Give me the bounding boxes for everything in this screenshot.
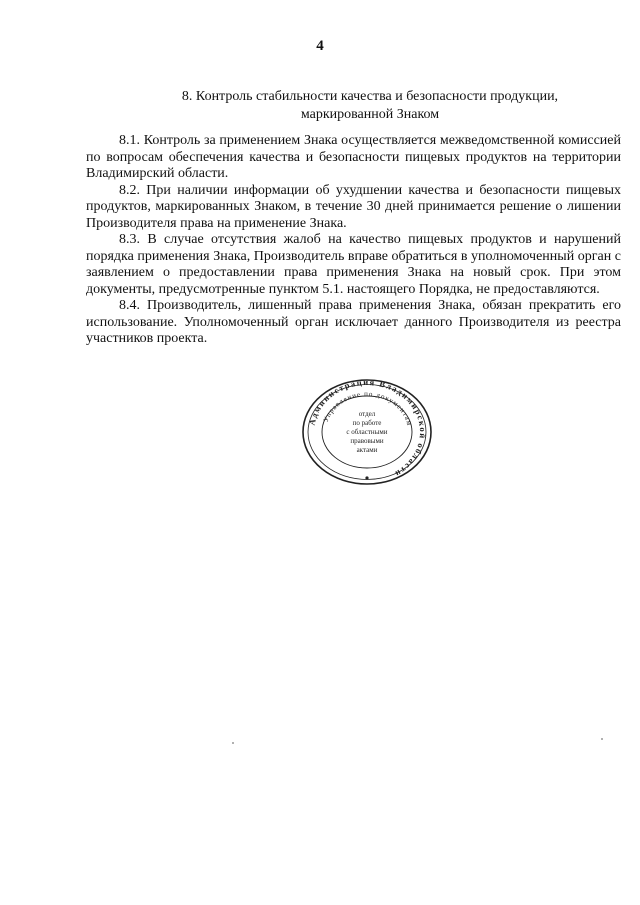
stamp-dot-icon (365, 476, 368, 479)
stamp-center-line-5: актами (356, 446, 378, 454)
stamp-graphic (300, 378, 434, 486)
stamp-outer-text: Администрация Владимирской области (306, 378, 429, 480)
section-title-line-2: маркированной Знаком (300, 107, 440, 122)
stamp-center-line-3: с областными (346, 428, 388, 436)
body-text (86, 133, 621, 348)
stamp-center-line-4: правовыми (350, 437, 384, 445)
scan-speck (232, 742, 234, 744)
stamp-center-line-1: отдел (358, 410, 376, 418)
official-stamp (300, 378, 434, 486)
section-title (150, 88, 590, 124)
stamp-center-line-2: по работе (352, 419, 382, 427)
scan-speck (601, 738, 603, 740)
paragraph-8-3: 8.3. В случае отсутствия жалоб на качество пищевых продуктов и нарушений порядка применения Знака, Производитель вправе обратиться в уполномоченный орган с заявлением о предоставлении права применения Знака на новый срок. При этом документы, предусмотренные пунктом 5.1. настоящего Порядка, не предоставляются. (86, 232, 621, 297)
paragraph-8-4: 8.4. Производитель, лишенный права применения Знака, обязан прекратить его использование. Уполномоченный орган исключает данного Производителя из реестра участников проекта. (86, 298, 621, 346)
paragraph-8-1: 8.1. Контроль за применением Знака осуществляется межведомственной комиссией по вопросам обеспечения качества и безопасности пищевых продуктов на территории Владимирский области. (86, 133, 621, 181)
page-number: 4 (316, 38, 324, 54)
paragraph-8-2: 8.2. При наличии информации об ухудшении качества и безопасности пищевых продуктов, маркированных Знаком, в течение 30 дней принимается решение о лишении Производителя права на применение Знака. (86, 182, 621, 231)
section-title-line-1: 8. Контроль стабильности качества и безопасности продукции, (181, 89, 559, 104)
stamp-middle-text: Управление по документам (321, 389, 414, 427)
